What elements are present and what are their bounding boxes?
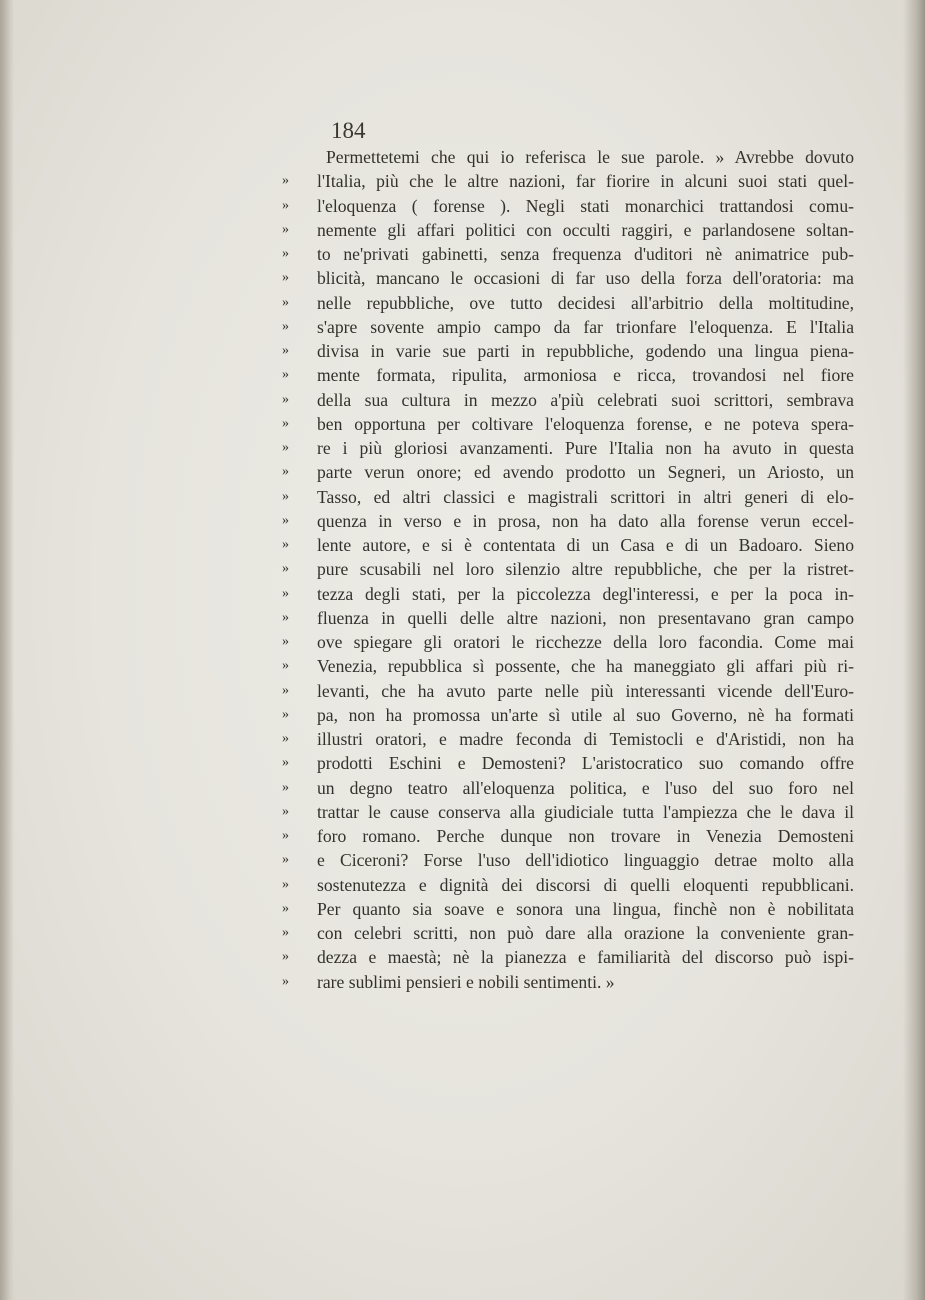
text-line — [282, 751, 854, 775]
quote-mark: » — [282, 197, 289, 213]
quote-mark: » — [282, 634, 289, 649]
text-line-content: trattar le cause conserva alla giudiciale tutta l'ampiezza che le dava il — [317, 801, 854, 822]
text-line — [282, 848, 854, 872]
text-line-content: l'eloquenza ( forense ). Negli stati monarchici trattandosi comu- — [317, 195, 854, 216]
quote-mark: » — [282, 488, 289, 504]
text-line-content: e Ciceroni? Forse l'uso dell'idiotico linguaggio detrae molto alla — [317, 850, 854, 871]
text-line-content: rare sublimi pensieri e nobili sentimenti. » — [317, 971, 615, 992]
text-line — [282, 169, 854, 193]
text-line-content: l'Italia, più che le altre nazioni, far fiorire in alcuni suoi stati quel- — [317, 171, 854, 192]
text-line-content: nemente gli affari politici con occulti raggiri, e parlandosene soltan- — [317, 219, 854, 240]
text-line — [282, 436, 854, 460]
text-line — [282, 194, 854, 218]
text-line — [282, 242, 854, 266]
text-line-content: re i più gloriosi avanzamenti. Pure l'Italia non ha avuto in questa — [317, 438, 854, 458]
quote-mark: » — [282, 682, 289, 698]
text-line-content: blicità, mancano le occasioni di far uso della forza dell'oratoria: ma — [317, 268, 854, 289]
text-line — [282, 654, 854, 678]
text-line — [282, 921, 854, 945]
text-line-content: Venezia, repubblica sì possente, che ha maneggiato gli affari più ri- — [317, 656, 854, 677]
text-line-content: Per quanto sia soave e sonora una lingua, finchè non è nobilitata — [317, 898, 854, 919]
text-line-content: divisa in varie sue parti in repubbliche, godendo una lingua piena- — [317, 341, 854, 361]
text-line-content: sostenutezza e dignità dei discorsi di quelli eloquenti repubblicani. — [317, 874, 854, 895]
text-line — [282, 873, 854, 897]
text-line-content: Permettetemi che qui io referisca le sue parole. » Avrebbe dovuto — [326, 147, 854, 167]
page-right-edge — [903, 0, 925, 1300]
text-line — [282, 315, 854, 339]
quote-mark: » — [282, 537, 289, 552]
text-line-content: illustri oratori, e madre feconda di Temistocli e d'Aristidi, non ha — [317, 729, 854, 749]
quote-mark: » — [282, 925, 289, 940]
text-line-content: prodotti Eschini e Demosteni? L'aristocratico suo comando offre — [317, 753, 854, 774]
text-line — [282, 460, 854, 484]
quote-mark: » — [282, 173, 289, 189]
text-line-content: ben opportuna per coltivare l'eloquenza forense, e ne poteva spera- — [317, 413, 854, 434]
text-line-content: della sua cultura in mezzo a'più celebrati suoi scrittori, sembrava — [317, 389, 854, 410]
text-line — [282, 776, 854, 800]
text-line — [282, 897, 854, 921]
quote-mark: » — [282, 561, 289, 577]
text-line-content: Tasso, ed altri classici e magistrali scrittori in altri generi di elo- — [317, 486, 854, 507]
page-left-edge — [0, 0, 14, 1300]
quote-mark: » — [282, 973, 289, 989]
text-line-content: con celebri scritti, non può dare alla orazione la conveniente gran- — [317, 923, 854, 943]
text-line — [282, 218, 854, 242]
quote-mark: » — [282, 270, 289, 286]
text-line — [282, 485, 854, 509]
quote-mark: » — [282, 828, 289, 843]
text-line — [282, 388, 854, 412]
quote-mark: » — [282, 367, 289, 383]
text-line — [282, 509, 854, 533]
quote-mark: » — [282, 900, 289, 916]
text-line-content: quenza in verso e in prosa, non ha dato alla forense verun eccel- — [317, 510, 854, 531]
text-line — [282, 727, 854, 751]
text-line-content: dezza e maestà; nè la pianezza e familiarità del discorso può ispi- — [317, 947, 854, 968]
quote-mark: » — [282, 221, 289, 237]
quote-mark: » — [282, 318, 289, 334]
text-line-content: nelle repubbliche, ove tutto decidesi all'arbitrio della moltitudine, — [317, 292, 854, 313]
quote-mark: » — [282, 706, 289, 722]
quote-mark: » — [282, 512, 289, 528]
page-number: 184 — [331, 118, 366, 143]
text-line — [282, 606, 854, 630]
quote-mark: » — [282, 464, 289, 480]
quote-mark: » — [282, 803, 289, 819]
text-line-content: pure scusabili nel loro silenzio altre repubbliche, che per la ristret- — [317, 559, 854, 580]
text-line — [282, 291, 854, 315]
text-line-content: levanti, che ha avuto parte nelle più interessanti vicende dell'Euro- — [317, 680, 854, 701]
text-line-content: to ne'privati gabinetti, senza frequenza d'uditori nè animatrice pub- — [317, 244, 854, 264]
text-line — [282, 145, 854, 169]
quote-mark: » — [282, 415, 289, 431]
text-line-content: mente formata, ripulita, armoniosa e ricca, trovandosi nel fiore — [317, 365, 854, 386]
quote-mark: » — [282, 609, 289, 625]
quote-mark: » — [282, 246, 289, 261]
text-line-content: parte verun onore; ed avendo prodotto un Segneri, un Ariosto, un — [317, 462, 854, 483]
text-line-content: un degno teatro all'eloquenza politica, e l'uso del suo foro nel — [317, 777, 854, 798]
text-line — [282, 970, 854, 994]
text-line-content: pa, non ha promossa un'arte sì utile al suo Governo, nè ha formati — [317, 704, 854, 725]
text-line — [282, 557, 854, 581]
text-line — [282, 266, 854, 290]
quote-mark: » — [282, 755, 289, 771]
quote-mark: » — [282, 779, 289, 795]
quote-mark: » — [282, 585, 289, 601]
text-line-content: lente autore, e si è contentata di un Casa e di un Badoaro. Sieno — [317, 535, 854, 555]
text-line-content: ove spiegare gli oratori le ricchezze della loro facondia. Come mai — [317, 632, 854, 652]
quote-mark: » — [282, 852, 289, 868]
text-line — [282, 703, 854, 727]
quote-mark: » — [282, 731, 289, 746]
quote-mark: » — [282, 949, 289, 965]
text-line-content: s'apre sovente ampio campo da far trionfare l'eloquenza. E l'Italia — [317, 316, 854, 337]
text-line-content: fluenza in quelli delle altre nazioni, non presentavano gran campo — [317, 607, 854, 628]
text-line — [282, 824, 854, 848]
text-line — [282, 945, 854, 969]
text-line — [282, 800, 854, 824]
quote-mark: » — [282, 294, 289, 310]
body-text — [282, 145, 854, 994]
quote-mark: » — [282, 391, 289, 407]
text-line-content: tezza degli stati, per la piccolezza degl'interessi, e per la poca in- — [317, 583, 854, 604]
text-line — [282, 339, 854, 363]
text-line — [282, 412, 854, 436]
text-line — [282, 679, 854, 703]
text-line — [282, 533, 854, 557]
text-line — [282, 630, 854, 654]
quote-mark: » — [282, 876, 289, 892]
text-line — [282, 582, 854, 606]
text-line-content: foro romano. Perche dunque non trovare in Venezia Demosteni — [317, 826, 854, 846]
quote-mark: » — [282, 343, 289, 358]
quote-mark: » — [282, 440, 289, 455]
quote-mark: » — [282, 658, 289, 674]
text-line — [282, 363, 854, 387]
